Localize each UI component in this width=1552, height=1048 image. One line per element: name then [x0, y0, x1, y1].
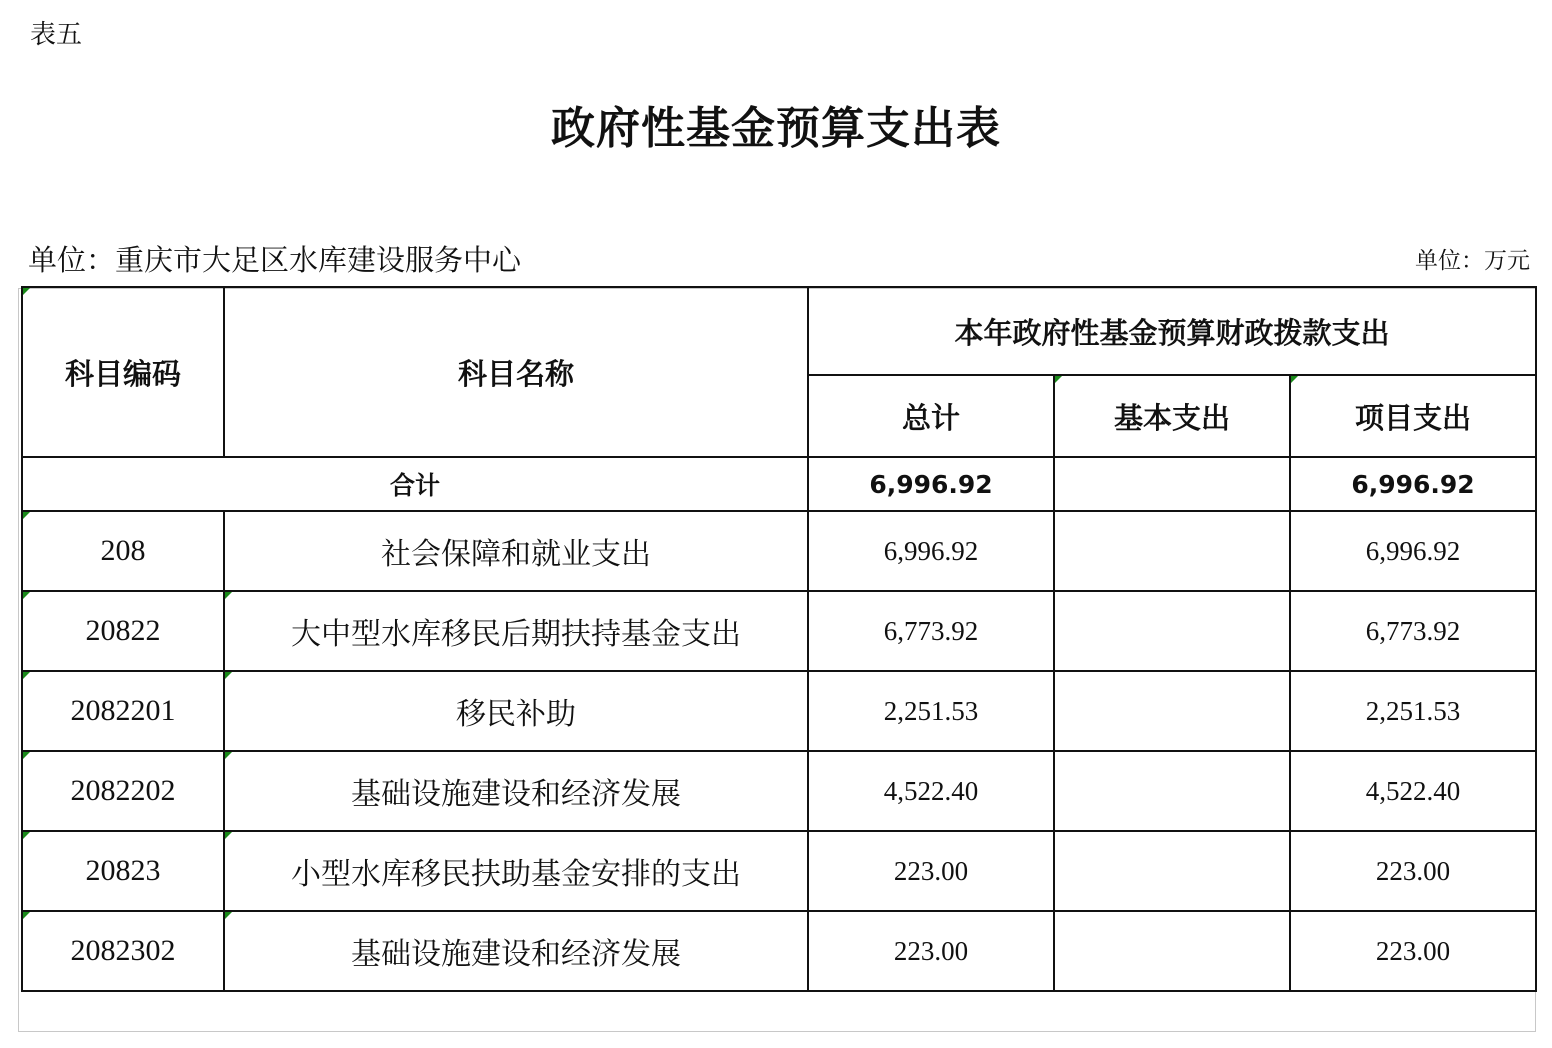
header-total: 总计	[808, 375, 1054, 457]
header-appropriation-group: 本年政府性基金预算财政拨款支出	[808, 287, 1536, 375]
subject-name-cell: 大中型水库移民后期扶持基金支出	[224, 591, 808, 671]
header-project-expenditure: 项目支出	[1290, 375, 1536, 457]
summary-basic	[1054, 457, 1290, 511]
subject-name-cell: 移民补助	[224, 671, 808, 751]
subject-code-cell: 208	[22, 511, 224, 591]
header-subject-name: 科目名称	[224, 287, 808, 457]
subject-name-cell: 基础设施建设和经济发展	[224, 911, 808, 991]
project-cell: 223.00	[1290, 911, 1536, 991]
basic-cell	[1054, 511, 1290, 591]
basic-cell	[1054, 911, 1290, 991]
project-cell: 2,251.53	[1290, 671, 1536, 751]
table-number-label: 表五	[30, 20, 83, 50]
subject-code-cell: 2082202	[22, 751, 224, 831]
table-row	[22, 511, 1536, 591]
table-row	[22, 671, 1536, 751]
project-cell: 223.00	[1290, 831, 1536, 911]
table-row	[22, 831, 1536, 911]
project-cell: 6,996.92	[1290, 511, 1536, 591]
summary-row	[22, 457, 1536, 511]
total-cell: 2,251.53	[808, 671, 1054, 751]
basic-cell	[1054, 751, 1290, 831]
currency-unit-label: 单位：万元	[1415, 248, 1530, 274]
subject-name-cell: 基础设施建设和经济发展	[224, 751, 808, 831]
basic-cell	[1054, 671, 1290, 751]
total-cell: 6,773.92	[808, 591, 1054, 671]
subject-code-cell: 20823	[22, 831, 224, 911]
subject-code-cell: 20822	[22, 591, 224, 671]
project-cell: 6,773.92	[1290, 591, 1536, 671]
table-row	[22, 911, 1536, 991]
header-row-1	[22, 287, 1536, 375]
total-cell: 6,996.92	[808, 511, 1054, 591]
summary-project: 6,996.92	[1290, 457, 1536, 511]
page-title: 政府性基金预算支出表	[551, 103, 1001, 154]
subject-code-cell: 2082302	[22, 911, 224, 991]
subject-name-cell: 小型水库移民扶助基金安排的支出	[224, 831, 808, 911]
table-row	[22, 591, 1536, 671]
summary-label: 合计	[22, 457, 808, 511]
total-cell: 223.00	[808, 911, 1054, 991]
subject-name-cell: 社会保障和就业支出	[224, 511, 808, 591]
table-row	[22, 751, 1536, 831]
summary-total: 6,996.92	[808, 457, 1054, 511]
total-cell: 223.00	[808, 831, 1054, 911]
subject-code-cell: 2082201	[22, 671, 224, 751]
header-basic-expenditure: 基本支出	[1054, 375, 1290, 457]
total-cell: 4,522.40	[808, 751, 1054, 831]
header-subject-code: 科目编码	[22, 287, 224, 457]
project-cell: 4,522.40	[1290, 751, 1536, 831]
basic-cell	[1054, 831, 1290, 911]
expenditure-table	[21, 286, 1537, 992]
basic-cell	[1054, 591, 1290, 671]
organization-unit-label: 单位：重庆市大足区水库建设服务中心	[28, 243, 522, 277]
